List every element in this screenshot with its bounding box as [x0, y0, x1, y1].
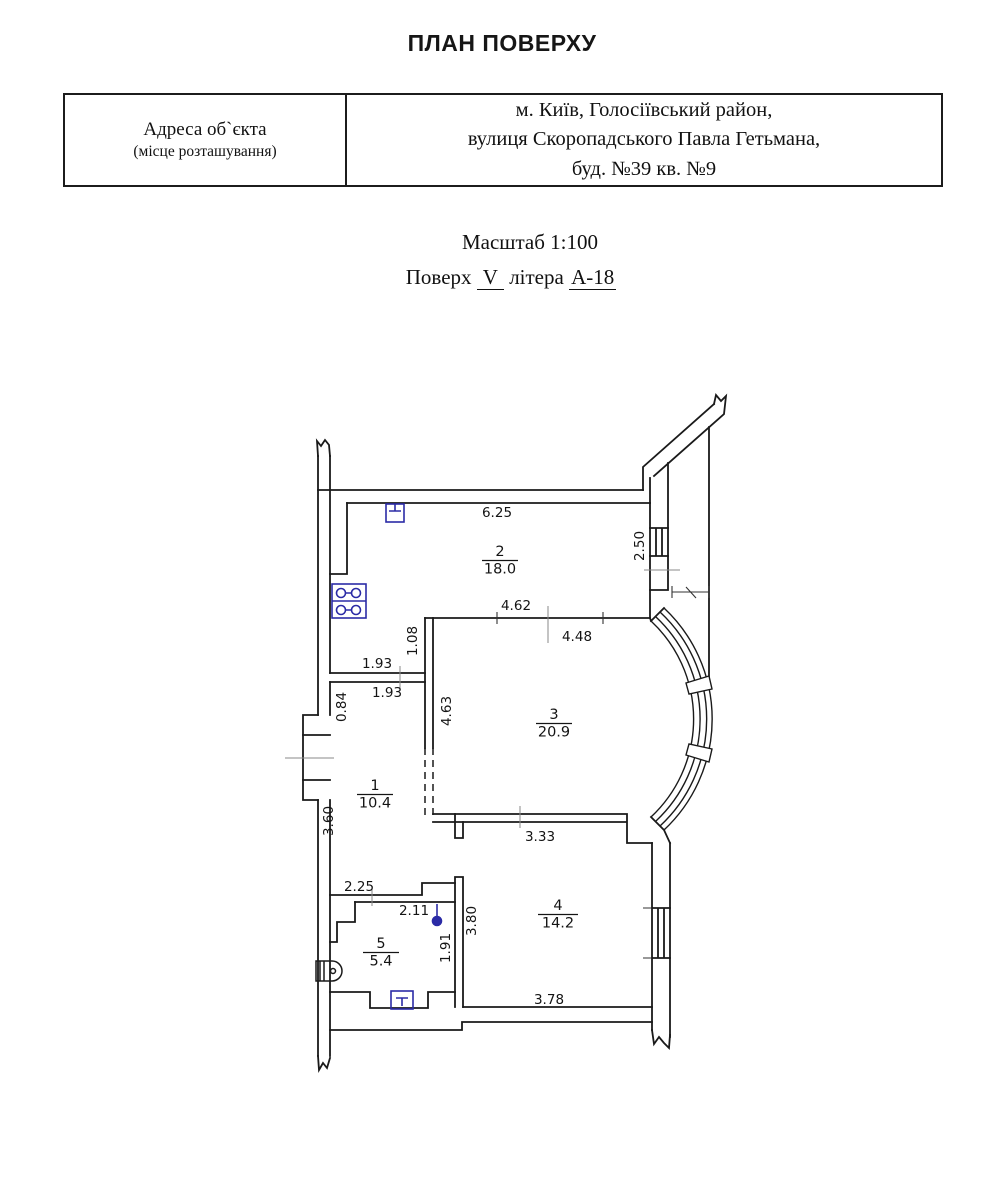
- dim-hall-width-top: 1.93: [361, 656, 393, 672]
- address-label: Адреса об`єкта: [143, 119, 267, 141]
- dim-room4-top: 3.33: [524, 829, 556, 845]
- faucet-icon: [433, 904, 442, 926]
- room-label-5: [363, 936, 399, 970]
- svg-text:14.2: 14.2: [541, 915, 575, 932]
- dim-hall-offset: 1.08: [405, 625, 421, 657]
- svg-text:1: 1: [370, 778, 380, 794]
- walls: [303, 395, 726, 1070]
- room-label-2: [482, 544, 518, 578]
- dim-room2-top: 6.25: [481, 505, 513, 521]
- dashed-opening: [425, 748, 433, 815]
- dimension-labels: [321, 505, 648, 1008]
- floor-number: V: [477, 265, 504, 290]
- dim-balcony-window: 2.50: [632, 530, 648, 562]
- room-label-4: [538, 898, 578, 932]
- scale-label: Масштаб 1:100: [461, 230, 598, 254]
- stove-icon: [332, 584, 366, 618]
- address-city-line: м. Київ, Голосіївський район,: [515, 99, 773, 122]
- dim-hall-width-bottom: 1.93: [371, 685, 403, 701]
- svg-text:4: 4: [553, 898, 563, 914]
- letter-label: літера: [509, 265, 564, 289]
- address-street-line: вулиця Скоропадського Павла Гетьмана,: [467, 128, 821, 151]
- plumbing-fixtures: [332, 504, 442, 1009]
- svg-text:5.4: 5.4: [369, 953, 393, 970]
- room-labels: [357, 544, 578, 970]
- address-sublabel: (місце розташування): [133, 143, 277, 161]
- dim-room3-top-inner: 4.48: [561, 629, 593, 645]
- letter-value: А-18: [571, 265, 615, 289]
- sink-icon: [386, 504, 404, 522]
- address-building-line: буд. №39 кв. №9: [571, 157, 717, 180]
- dim-room5-right: 1.91: [438, 932, 454, 964]
- page-title: ПЛАН ПОВЕРХУ: [407, 30, 597, 56]
- toilet-icon: [391, 991, 413, 1009]
- dim-room3-top-outer: 4.62: [500, 598, 532, 614]
- dim-room4-left: 3.80: [464, 905, 480, 937]
- centerline-ticks: [285, 570, 680, 906]
- dim-room5-top: 2.11: [398, 903, 430, 919]
- bath-icon: [316, 961, 342, 981]
- floor-prefix: Поверх: [405, 265, 472, 289]
- svg-text:3: 3: [549, 707, 559, 723]
- dim-room3-left: 4.63: [439, 695, 455, 727]
- svg-text:5: 5: [376, 936, 386, 952]
- dim-room4-bottom: 3.78: [533, 992, 565, 1008]
- svg-text:2: 2: [495, 544, 505, 560]
- dim-room1-offset: 0.84: [334, 691, 350, 723]
- dimension-ticks: [497, 612, 652, 958]
- svg-text:20.9: 20.9: [537, 724, 571, 741]
- dim-room1-left: 3.60: [321, 805, 337, 837]
- bay-window-arc: [651, 608, 712, 830]
- dim-room1-bottom: 2.25: [343, 879, 375, 895]
- room-label-3: [536, 707, 572, 741]
- room-label-1: [357, 778, 393, 812]
- svg-text:18.0: 18.0: [483, 561, 517, 578]
- svg-text:10.4: 10.4: [358, 795, 392, 812]
- balcony-dimension-line: [672, 586, 709, 598]
